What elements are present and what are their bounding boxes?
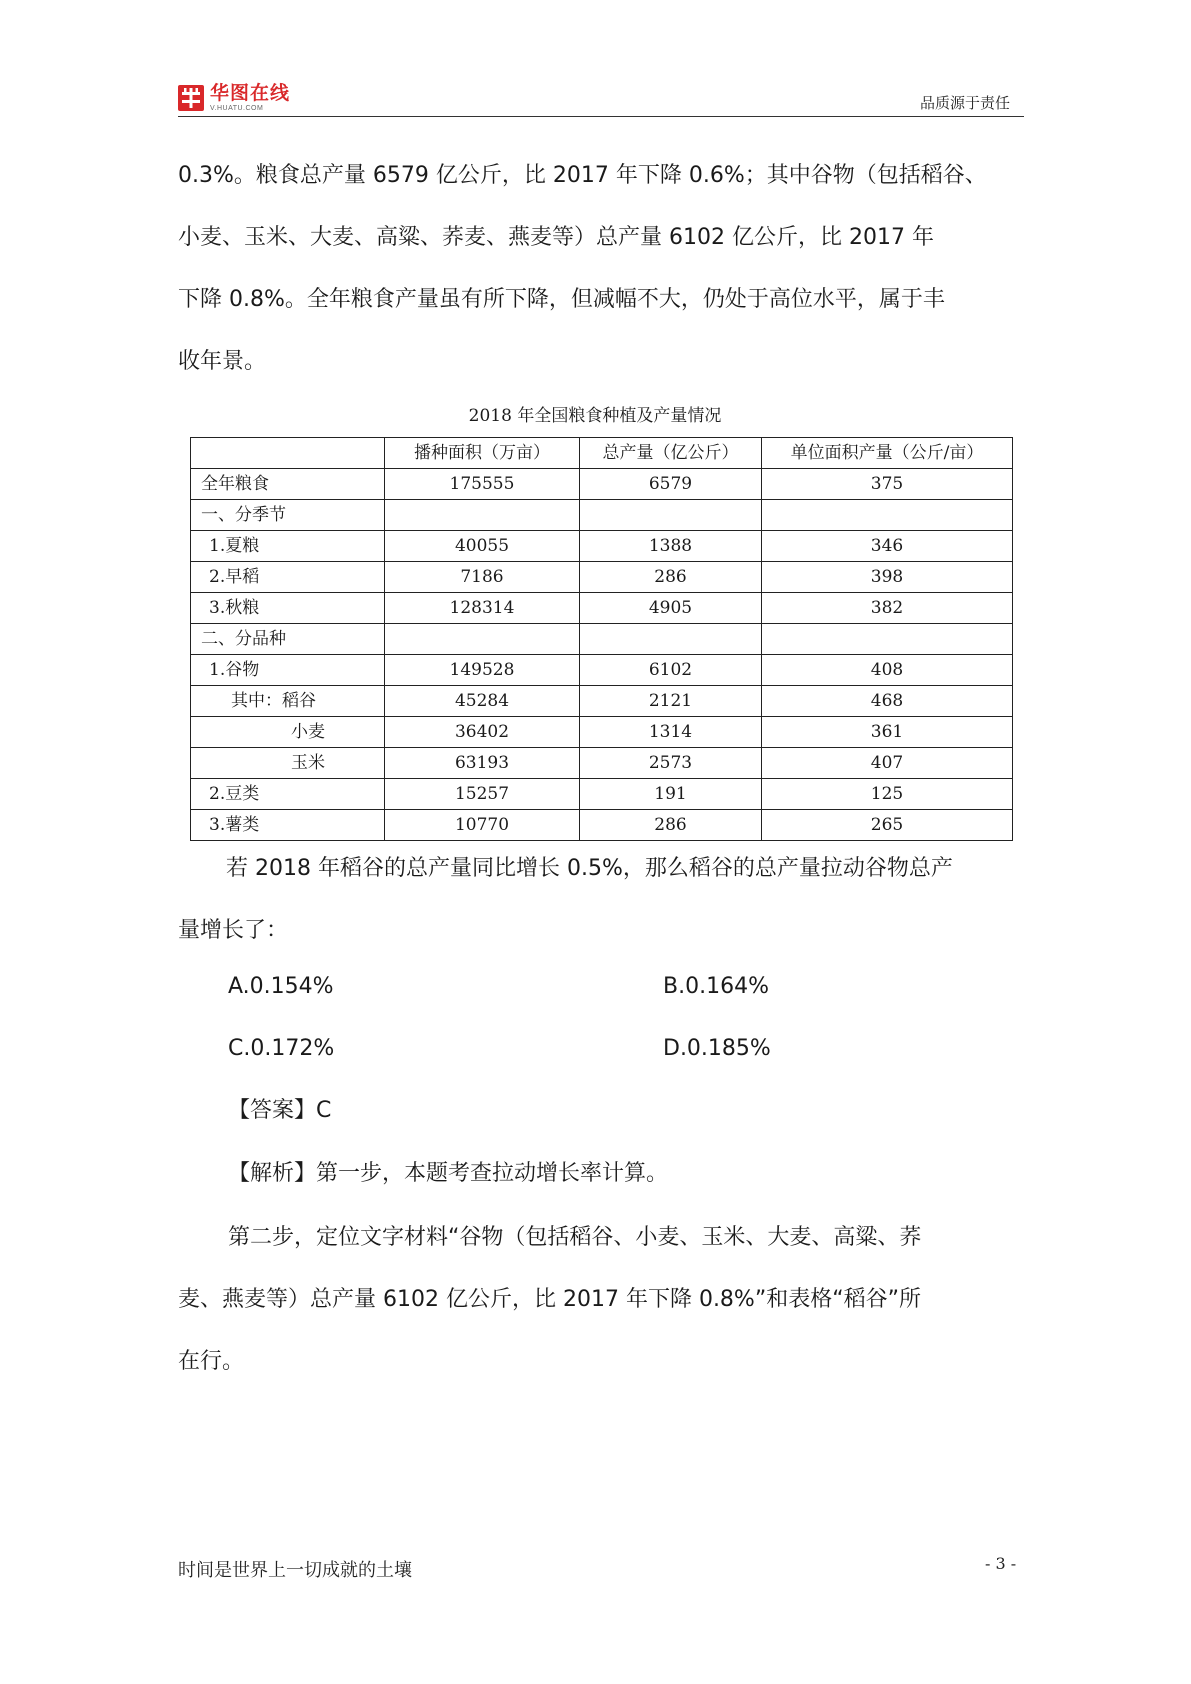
footer-motto: 时间是世界上一切成就的土壤 (178, 1560, 412, 1581)
table-row (191, 562, 1013, 593)
row-label: 1.谷物 (191, 655, 385, 686)
option-b: B.0.164% (663, 974, 769, 999)
row-label: 3.薯类 (191, 810, 385, 841)
area-cell: 128314 (385, 593, 580, 624)
question-line: 量增长了： (178, 918, 289, 943)
area-cell: 40055 (385, 531, 580, 562)
yield-cell: 346 (762, 531, 1013, 562)
huatu-logo (178, 84, 290, 112)
area-cell: 10770 (385, 810, 580, 841)
table-row (191, 624, 1013, 655)
yield-cell: 375 (762, 469, 1013, 500)
table-row (191, 748, 1013, 779)
table-row (191, 779, 1013, 810)
area-cell (385, 500, 580, 531)
step2-line: 麦、燕麦等）总产量 6102 亿公斤，比 2017 年下降 0.8%”和表格“稻谷”所 (178, 1287, 922, 1312)
table-row (191, 686, 1013, 717)
yield-cell: 361 (762, 717, 1013, 748)
table-row (191, 810, 1013, 841)
analysis-step2 (178, 1207, 1038, 1393)
intro-paragraph (178, 145, 1038, 393)
output-cell: 4905 (580, 593, 762, 624)
output-cell: 2573 (580, 748, 762, 779)
intro-line: 下降 0.8%。全年粮食产量虽有所下降，但减幅不大，仍处于高位水平，属于丰 (178, 287, 945, 312)
output-cell: 1314 (580, 717, 762, 748)
output-cell (580, 624, 762, 655)
table-row (191, 593, 1013, 624)
output-cell: 286 (580, 562, 762, 593)
table-row (191, 655, 1013, 686)
row-label: 小麦 (191, 717, 385, 748)
row-label: 其中：稻谷 (191, 686, 385, 717)
option-d: D.0.185% (663, 1036, 771, 1061)
area-cell: 15257 (385, 779, 580, 810)
table-header-row (191, 438, 1013, 469)
area-cell: 45284 (385, 686, 580, 717)
table-title: 2018 年全国粮食种植及产量情况 (468, 406, 722, 426)
question-paragraph (178, 838, 1038, 962)
area-cell: 63193 (385, 748, 580, 779)
option-a: A.0.154% (228, 974, 334, 999)
table-header-cell: 播种面积（万亩） (385, 438, 580, 469)
output-cell (580, 500, 762, 531)
step2-line: 第二步，定位文字材料“谷物（包括稻谷、小麦、玉米、大麦、高粱、荞 (228, 1225, 922, 1250)
table-row (191, 500, 1013, 531)
yield-cell: 468 (762, 686, 1013, 717)
logo-url: V.HUATU.COM (210, 105, 264, 112)
output-cell: 6102 (580, 655, 762, 686)
area-cell: 7186 (385, 562, 580, 593)
header-slogan: 品质源于责任 (919, 94, 1010, 112)
row-label: 2.豆类 (191, 779, 385, 810)
intro-line: 小麦、玉米、大麦、高粱、荞麦、燕麦等）总产量 6102 亿公斤，比 2017 年 (178, 225, 934, 250)
area-cell: 36402 (385, 717, 580, 748)
area-cell (385, 624, 580, 655)
logo-name: 华图在线 (210, 82, 291, 104)
intro-line: 收年景。 (178, 349, 267, 374)
output-cell: 1388 (580, 531, 762, 562)
yield-cell: 265 (762, 810, 1013, 841)
table-row (191, 717, 1013, 748)
row-label: 2.早稻 (191, 562, 385, 593)
row-label: 全年粮食 (191, 469, 385, 500)
question-line: 若 2018 年稻谷的总产量同比增长 0.5%，那么稻谷的总产量拉动谷物总产 (226, 856, 953, 881)
row-label: 3.秋粮 (191, 593, 385, 624)
answer-line: 【答案】C (228, 1098, 332, 1123)
row-label: 1.夏粮 (191, 531, 385, 562)
output-cell: 191 (580, 779, 762, 810)
intro-line: 0.3%。粮食总产量 6579 亿公斤，比 2017 年下降 0.6%；其中谷物（包括稻谷、 (178, 163, 987, 188)
table-row (191, 469, 1013, 500)
yield-cell: 407 (762, 748, 1013, 779)
area-cell: 149528 (385, 655, 580, 686)
table-header-cell: 总产量（亿公斤） (580, 438, 762, 469)
yield-cell (762, 624, 1013, 655)
row-label: 二、分品种 (191, 624, 385, 655)
page-number: - 3 - (985, 1554, 1017, 1573)
area-cell: 175555 (385, 469, 580, 500)
output-cell: 2121 (580, 686, 762, 717)
table-header-cell: 单位面积产量（公斤/亩） (762, 438, 1013, 469)
option-c: C.0.172% (228, 1036, 335, 1061)
output-cell: 286 (580, 810, 762, 841)
analysis-step1: 【解析】第一步，本题考查拉动增长率计算。 (228, 1161, 669, 1186)
yield-cell: 398 (762, 562, 1013, 593)
row-label: 玉米 (191, 748, 385, 779)
table-header-cell (191, 438, 385, 469)
page-header (178, 78, 1024, 117)
yield-cell: 125 (762, 779, 1013, 810)
row-label: 一、分季节 (191, 500, 385, 531)
yield-cell: 408 (762, 655, 1013, 686)
output-cell: 6579 (580, 469, 762, 500)
grain-table (190, 437, 1013, 841)
step2-line: 在行。 (178, 1349, 245, 1374)
table-row (191, 531, 1013, 562)
yield-cell: 382 (762, 593, 1013, 624)
huatu-logo-icon (178, 85, 204, 111)
yield-cell (762, 500, 1013, 531)
